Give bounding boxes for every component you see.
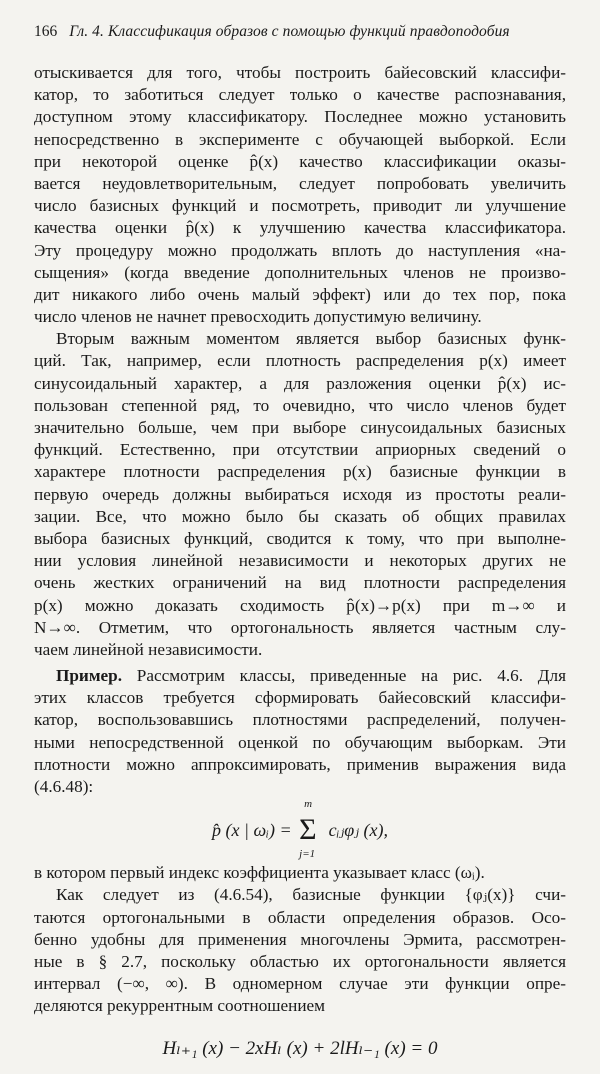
text-line: пользован степенной ряд, то очевидно, что число членов будет xyxy=(34,395,566,415)
text-line: катор, воспользовавшись плотностями распределений, получен- xyxy=(34,710,566,730)
equation-rhs: cᵢⱼφⱼ (x), xyxy=(328,820,388,841)
text-line: при некоторой оценке p̂(x) качество классификации оказы- xyxy=(34,151,566,171)
text-line xyxy=(34,665,566,687)
example-first-text: Рассмотрим классы, приведенные на рис. 4.6. Для xyxy=(122,666,566,686)
text-line: выбора базисных функций, сводится к тому, что при выполне- xyxy=(34,528,566,548)
running-head xyxy=(34,22,566,42)
sum-operator xyxy=(296,798,324,861)
text-line: ными непосредственной оценкой по обучающим выборкам. Эти xyxy=(34,732,566,752)
text-line: плотности можно аппроксимировать, применив выражения вида xyxy=(34,754,566,774)
text-line: этих классов требуется сформировать байесовский классифи- xyxy=(34,688,566,708)
text-line: дит никакого либо очень малый эффект) или до тех пор, пока xyxy=(34,284,566,304)
text-line: значительно больше, чем при выборе синусоидальных базисных xyxy=(34,418,566,437)
paragraph-2 xyxy=(34,328,566,661)
text-line: доступном этому классификатору. Последнее можно установить xyxy=(34,107,566,127)
paragraph-5 xyxy=(34,884,566,1017)
paragraph-example xyxy=(34,665,566,798)
text-line: интервал (−∞, ∞). В одномерном случае эти функции опре- xyxy=(34,974,566,994)
example-lead: Пример. xyxy=(56,666,123,686)
text-line: (4.6.48): xyxy=(34,777,94,796)
text-line: катор, то заботиться следует только о качестве распознавания, xyxy=(34,85,566,105)
sum-lower-limit: j=1 xyxy=(299,848,316,861)
text-line: p(x) можно доказать сходимость p̂(x)→p(x) при m→∞ и xyxy=(34,595,566,615)
text-line: ные в § 2.7, поскольку областью их ортогональности является xyxy=(34,951,566,971)
text-line: непосредственно в эксперименте с обучающей выборкой. Если xyxy=(34,129,566,149)
text-line: сыщения» (когда введение дополнительных членов не произво- xyxy=(34,262,566,282)
text-line: функций. Естественно, при отсутствии априорных сведений о xyxy=(34,440,566,460)
text-line: качества оценки p̂(x) к улучшению качества классификатора. xyxy=(34,218,566,238)
text-line: зации. Все, что можно было бы сказать об общих правилах xyxy=(34,506,566,526)
chapter-title: Гл. 4. Классификация образов с помощью функций правдоподобия xyxy=(69,23,510,40)
text-line: Эту процедуру можно продолжать вплоть до наступления «на- xyxy=(34,240,566,260)
text-line: очень жестких ограничений на вид плотности распределения xyxy=(34,573,566,593)
equation-hermite-recurrence: Hₗ₊₁ (x) − 2xHₗ (x) + 2lHₗ₋₁ (x) = 0 xyxy=(162,1037,438,1059)
text-line: число базисных функций и посмотреть, приводит ли улучшение xyxy=(34,196,566,216)
sum-sign: Σ xyxy=(299,813,317,847)
equation-lhs: p̂ (x | ωᵢ) = xyxy=(212,820,292,841)
text-line: N→∞. Отметим, что ортогональность является частным слу- xyxy=(34,617,566,637)
text-line: вается неудовлетворительным, следует попробовать увеличить xyxy=(34,173,566,193)
page-number: 166 xyxy=(34,23,58,40)
text-line: деляются рекуррентным соотношением xyxy=(34,996,326,1016)
book-page xyxy=(34,22,566,1074)
text-line: первую очередь должны выбираться исходя из простоты реали- xyxy=(34,484,566,504)
text-line: Вторым важным моментом является выбор базисных функ- xyxy=(56,329,566,349)
equation-density xyxy=(34,798,566,862)
text-line: синусоидальный характер, а для разложения оценки p̂(x) ис- xyxy=(34,373,566,393)
text-line: нии условия линейной независимости и некоторых других не xyxy=(34,551,566,571)
paragraph-1 xyxy=(34,62,566,328)
text-line: бенно удобны для применения многочлены Эрмита, рассмотрен- xyxy=(34,929,566,949)
text-line: таются ортогональными в области определения образов. Осо- xyxy=(34,907,566,927)
sum-upper-limit: m xyxy=(304,798,313,811)
text-line: Как следует из (4.6.54), базисные функции {φⱼ(x)} счи- xyxy=(56,885,566,905)
text-line: характере плотности распределения p(x) базисные функции в xyxy=(34,462,566,482)
text-line: в котором первый индекс коэффициента указывает класс (ωᵢ). xyxy=(34,863,485,883)
text-line: ций. Так, например, если плотность распределения p(x) имеет xyxy=(34,351,566,371)
text-line: отыскивается для того, чтобы построить байесовский классифи- xyxy=(34,63,566,82)
paragraph-4 xyxy=(34,862,566,884)
text-line: число членов не начнет превосходить допустимую величину. xyxy=(34,307,482,327)
text-line: чаем линейной независимости. xyxy=(34,639,263,659)
